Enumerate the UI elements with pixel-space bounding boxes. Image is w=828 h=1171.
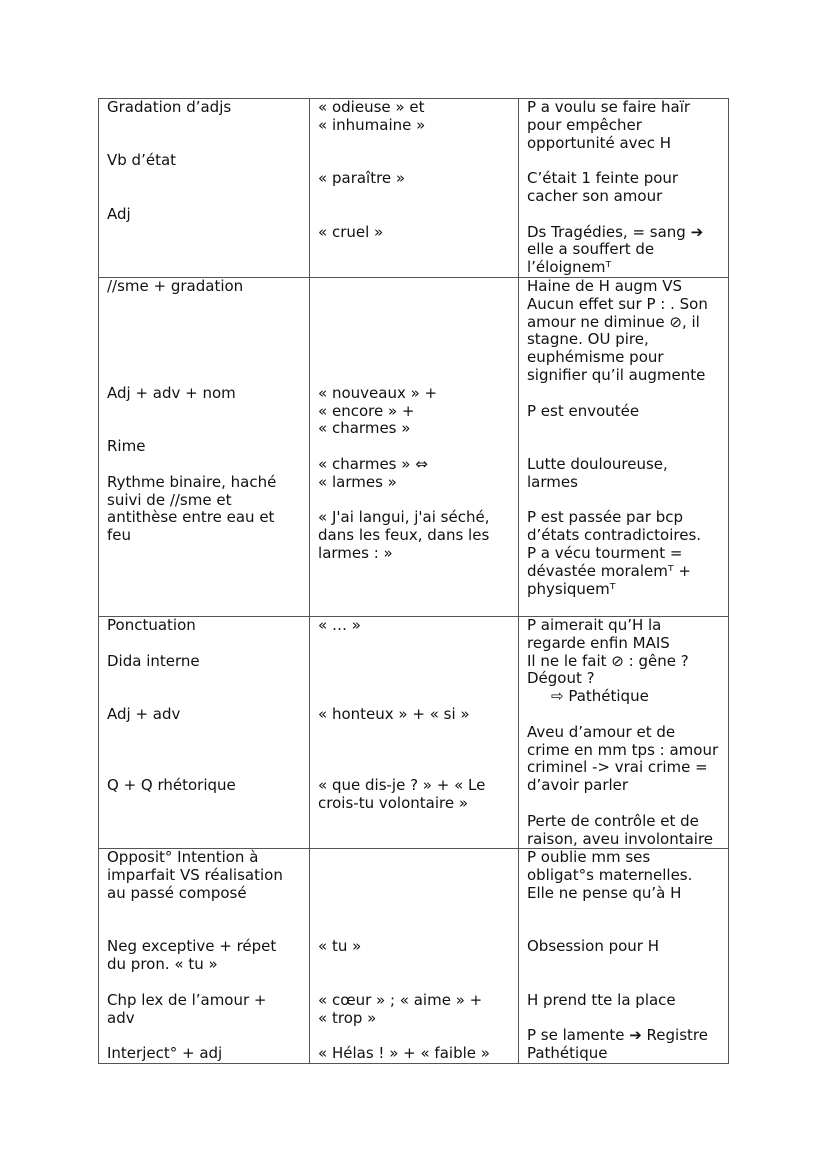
interpretation-text: ⇨ Pathétique bbox=[550, 687, 649, 706]
interpretation-cell bbox=[518, 849, 728, 1064]
citation-text: « odieuse » et « inhumaine » bbox=[318, 98, 426, 134]
citation-cell bbox=[310, 278, 519, 617]
citation-cell bbox=[310, 99, 519, 278]
procede-text: Rythme binaire, haché suivi de //sme et antithèse entre eau et feu bbox=[107, 472, 277, 545]
citation-text: « cruel » bbox=[318, 222, 384, 241]
interpretation-text: Lutte douloureuse, larmes bbox=[526, 454, 668, 491]
citation-text: « paraître » bbox=[318, 169, 406, 188]
interpretation-cell bbox=[518, 617, 728, 849]
procede-text: Vb d’état bbox=[107, 151, 177, 170]
procede-text: Gradation d’adjs bbox=[107, 98, 232, 116]
procede-text: Interject° + adj bbox=[107, 1044, 223, 1063]
citation-text: « J'ai langui, j'ai séché, dans les feux, dans les larmes : » bbox=[318, 508, 490, 562]
interpretation-text: P a voulu se faire haïr pour empêcher opportunité avec H bbox=[526, 98, 691, 152]
interpretation-text: Ds Tragédies, = sang ➔ elle a souffert de l’éloignemᵀ bbox=[526, 222, 704, 277]
interpretation-text: P est envoutée bbox=[526, 401, 640, 420]
interpretation-text: P est passée par bcp d’états contradictoires. P a vécu tourment = dévastée moralemᵀ + physiquemᵀ bbox=[526, 508, 702, 598]
interpretation-cell bbox=[518, 278, 728, 617]
procede-cell bbox=[99, 849, 310, 1064]
interpretation-text: P se lamente ➔ Registre Pathétique bbox=[526, 1026, 708, 1063]
procede-text: Ponctuation bbox=[107, 616, 196, 634]
procede-text: Dida interne bbox=[107, 651, 200, 670]
interpretation-text: P oublie mm ses obligat°s maternelles. Elle ne pense qu’à H bbox=[526, 848, 693, 902]
procede-text: //sme + gradation bbox=[107, 277, 244, 295]
citation-text: « … » bbox=[318, 616, 361, 634]
interpretation-text: Haine de H augm VS Aucun effet sur P : . Son amour ne diminue ⊘, il stagne. OU pire, euphémisme pour signifier qu’il augmente bbox=[526, 277, 708, 384]
interpretation-text: P aimerait qu’H la regarde enfin MAIS Il ne le fait ⊘ : gêne ? Dégout ? bbox=[526, 616, 689, 688]
table-row bbox=[99, 278, 729, 617]
procede-text: Rime bbox=[107, 437, 146, 456]
procede-text: Adj + adv + nom bbox=[107, 383, 236, 402]
citation-text: « nouveaux » + « encore » + « charmes » bbox=[318, 383, 438, 438]
procede-cell bbox=[99, 617, 310, 849]
procede-cell bbox=[99, 278, 310, 617]
procede-text: Neg exceptive + répet du pron. « tu » bbox=[107, 937, 277, 974]
citation-text: « Hélas ! » + « faible » bbox=[318, 1044, 490, 1063]
procede-text: Adj + adv bbox=[107, 704, 181, 723]
citation-cell bbox=[310, 849, 519, 1064]
citation-text: « tu » bbox=[318, 937, 362, 956]
citation-text: « honteux » + « si » bbox=[318, 704, 470, 723]
procede-cell bbox=[99, 99, 310, 278]
table-row bbox=[99, 617, 729, 849]
analysis-table bbox=[98, 98, 729, 1064]
procede-text: Opposit° Intention à imparfait VS réalisation au passé composé bbox=[107, 848, 283, 902]
procede-text: Adj bbox=[107, 204, 131, 223]
citation-cell bbox=[310, 617, 519, 849]
procede-text: Chp lex de l’amour + adv bbox=[107, 990, 267, 1027]
citation-text: « cœur » ; « aime » + « trop » bbox=[318, 990, 483, 1027]
interpretation-text: Obsession pour H bbox=[526, 937, 660, 956]
table-row bbox=[99, 849, 729, 1064]
interpretation-cell bbox=[518, 99, 728, 278]
interpretation-text: H prend tte la place bbox=[526, 990, 676, 1009]
citation-text: « que dis-je ? » + « Le crois-tu volontaire » bbox=[318, 776, 486, 812]
interpretation-text: Aveu d’amour et de crime en mm tps : amour criminel -> vrai crime = d’avoir parler bbox=[526, 722, 719, 795]
table-row bbox=[99, 99, 729, 278]
procede-text: Q + Q rhétorique bbox=[107, 776, 236, 795]
interpretation-text: C’était 1 feinte pour cacher son amour bbox=[526, 169, 679, 205]
interpretation-text: Perte de contrôle et de raison, aveu involontaire bbox=[526, 811, 714, 848]
citation-text: « charmes » ⇔ « larmes » bbox=[318, 454, 428, 491]
